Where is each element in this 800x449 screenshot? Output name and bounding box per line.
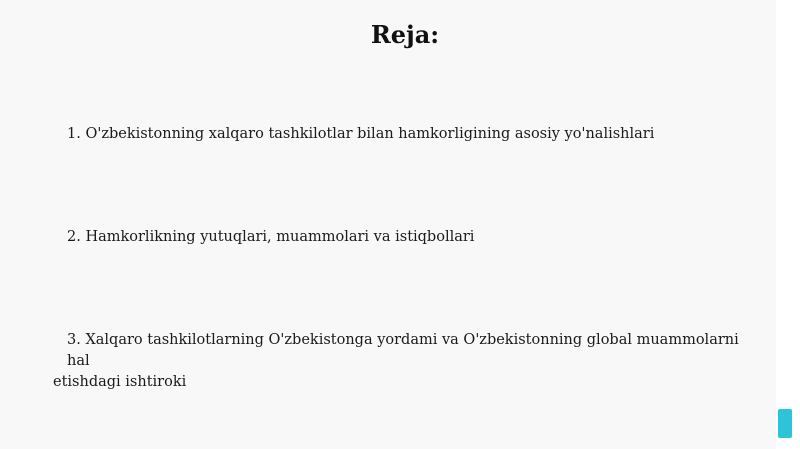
slide-title: Reja: — [370, 20, 440, 49]
plan-item-3-line-1: 3. Xalqaro tashkilotlarning O'zbekistonga yordami va O'zbekistonning global muammolarni hal — [67, 332, 739, 369]
side-panel — [776, 0, 800, 449]
plan-item-3 — [53, 330, 757, 393]
scrollbar-thumb[interactable] — [778, 409, 792, 438]
plan-item-3-line-2: etishdagi ishtiroki — [53, 374, 187, 390]
plan-item-1: 1. O'zbekistonning xalqaro tashkilotlar bilan hamkorligining asosiy yo'nalishlari — [67, 126, 655, 142]
plan-item-2: 2. Hamkorlikning yutuqlari, muammolari va istiqbollari — [67, 229, 475, 245]
